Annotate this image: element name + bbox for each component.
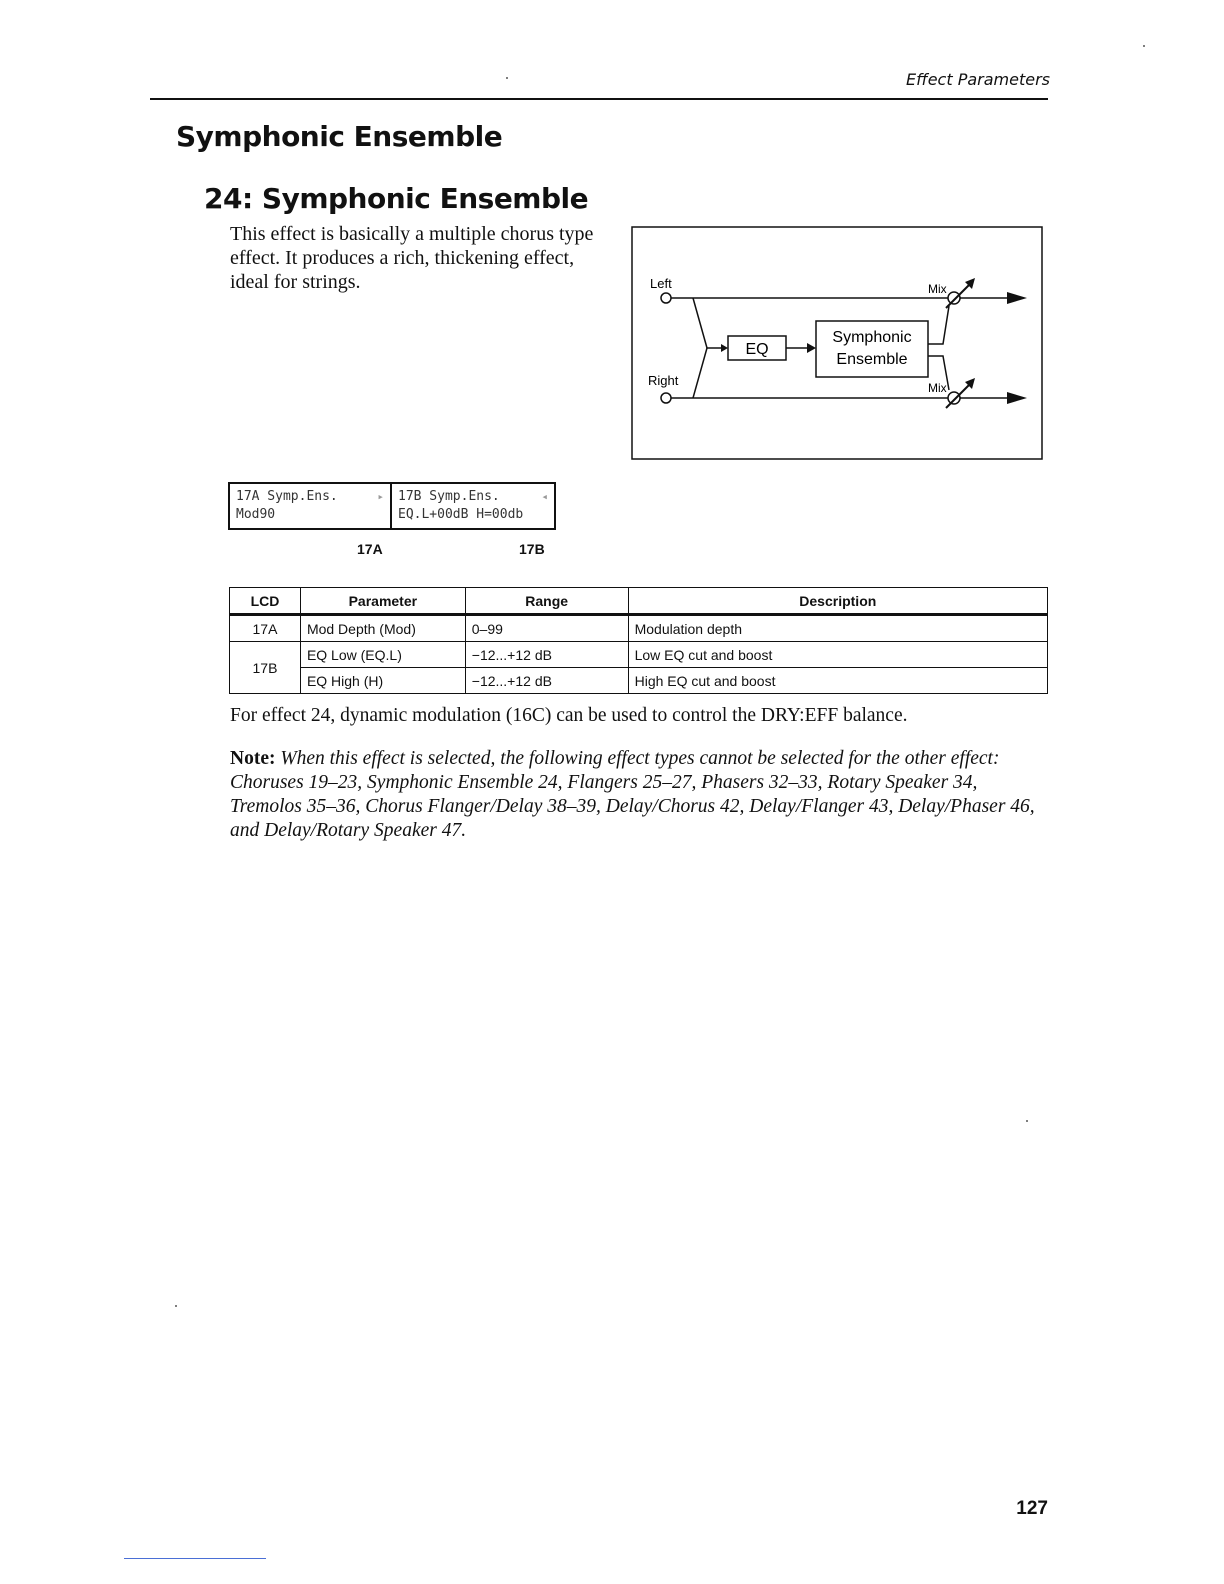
note-text: When this effect is selected, the following effect types cannot be selected for the other effect: Choruses 19–23, Symphonic Ensemble 24, Flangers 25–27, Phasers 32–33, Rotary Speaker 34, Tremolos 35–36, Chorus Flanger/Delay 38–39, Delay/Chorus 42, Delay/Flanger 43, Delay/Phaser 46, and Delay/Rotary Speaker 47. bbox=[230, 748, 1035, 841]
table-header-row bbox=[230, 588, 1048, 615]
effect-title: 24: Symphonic Ensemble bbox=[204, 182, 589, 215]
ensemble-block-label-1: Symphonic bbox=[832, 329, 912, 346]
col-header-description: Description bbox=[628, 588, 1047, 615]
cell-description: Modulation depth bbox=[628, 615, 1047, 642]
table-row bbox=[230, 668, 1048, 694]
cell-description: High EQ cut and boost bbox=[628, 668, 1047, 694]
right-input-jack bbox=[661, 393, 671, 403]
page-number: 127 bbox=[1016, 1498, 1048, 1519]
left-input-jack bbox=[661, 293, 671, 303]
lcd-17b-cursor-icon: ◂ bbox=[541, 490, 548, 503]
lcd-17a-caption: 17A bbox=[357, 541, 383, 557]
scan-speck bbox=[1026, 1120, 1028, 1122]
right-input-label: Right bbox=[648, 373, 679, 388]
lcd-17a-line2: Mod90 bbox=[236, 507, 276, 522]
cell-lcd: 17B bbox=[230, 642, 301, 694]
col-header-lcd: LCD bbox=[230, 588, 301, 615]
col-header-parameter: Parameter bbox=[300, 588, 465, 615]
lcd-17b bbox=[390, 482, 556, 530]
scan-speck bbox=[175, 1305, 177, 1307]
lcd-17a bbox=[228, 482, 392, 530]
lcd-panel bbox=[228, 482, 556, 532]
scan-speck bbox=[1143, 45, 1145, 47]
col-header-range: Range bbox=[465, 588, 628, 615]
cell-lcd: 17A bbox=[230, 615, 301, 642]
running-header: Effect Parameters bbox=[906, 70, 1050, 89]
lcd-17b-caption: 17B bbox=[519, 541, 545, 557]
cell-range: −12...+12 dB bbox=[465, 642, 628, 668]
parameter-table bbox=[229, 587, 1048, 694]
lcd-17a-cursor-icon: ▸ bbox=[377, 490, 384, 503]
left-mix-knob bbox=[948, 292, 960, 304]
table-row bbox=[230, 642, 1048, 668]
cell-parameter: Mod Depth (Mod) bbox=[300, 615, 465, 642]
note-paragraph bbox=[230, 747, 1040, 843]
note-label: Note: bbox=[230, 748, 276, 769]
lcd-17b-line2: EQ.L+00dB H=00db bbox=[398, 507, 524, 522]
cell-parameter: EQ High (H) bbox=[300, 668, 465, 694]
lcd-17b-line1: 17B Symp.Ens. bbox=[398, 489, 500, 504]
left-mix-label: Mix bbox=[928, 282, 947, 296]
cell-parameter: EQ Low (EQ.L) bbox=[300, 642, 465, 668]
header-rule bbox=[150, 98, 1048, 100]
lcd-17a-line1: 17A Symp.Ens. bbox=[236, 489, 338, 504]
modulation-paragraph: For effect 24, dynamic modulation (16C) can be used to control the DRY:EFF balance. bbox=[230, 705, 908, 726]
left-input-label: Left bbox=[650, 276, 672, 291]
cell-description: Low EQ cut and boost bbox=[628, 642, 1047, 668]
signal-flow-diagram bbox=[631, 226, 1043, 460]
right-mix-knob bbox=[948, 392, 960, 404]
right-mix-label: Mix bbox=[928, 381, 947, 395]
footer-rule bbox=[124, 1558, 266, 1559]
section-title: Symphonic Ensemble bbox=[176, 120, 503, 153]
cell-range: 0–99 bbox=[465, 615, 628, 642]
scan-speck bbox=[506, 77, 508, 79]
eq-block-label: EQ bbox=[745, 341, 769, 358]
effect-intro: This effect is basically a multiple chorus type effect. It produces a rich, thickening effect, ideal for strings. bbox=[230, 223, 594, 293]
table-row bbox=[230, 615, 1048, 642]
ensemble-block-label-2: Ensemble bbox=[836, 351, 908, 368]
cell-range: −12...+12 dB bbox=[465, 668, 628, 694]
